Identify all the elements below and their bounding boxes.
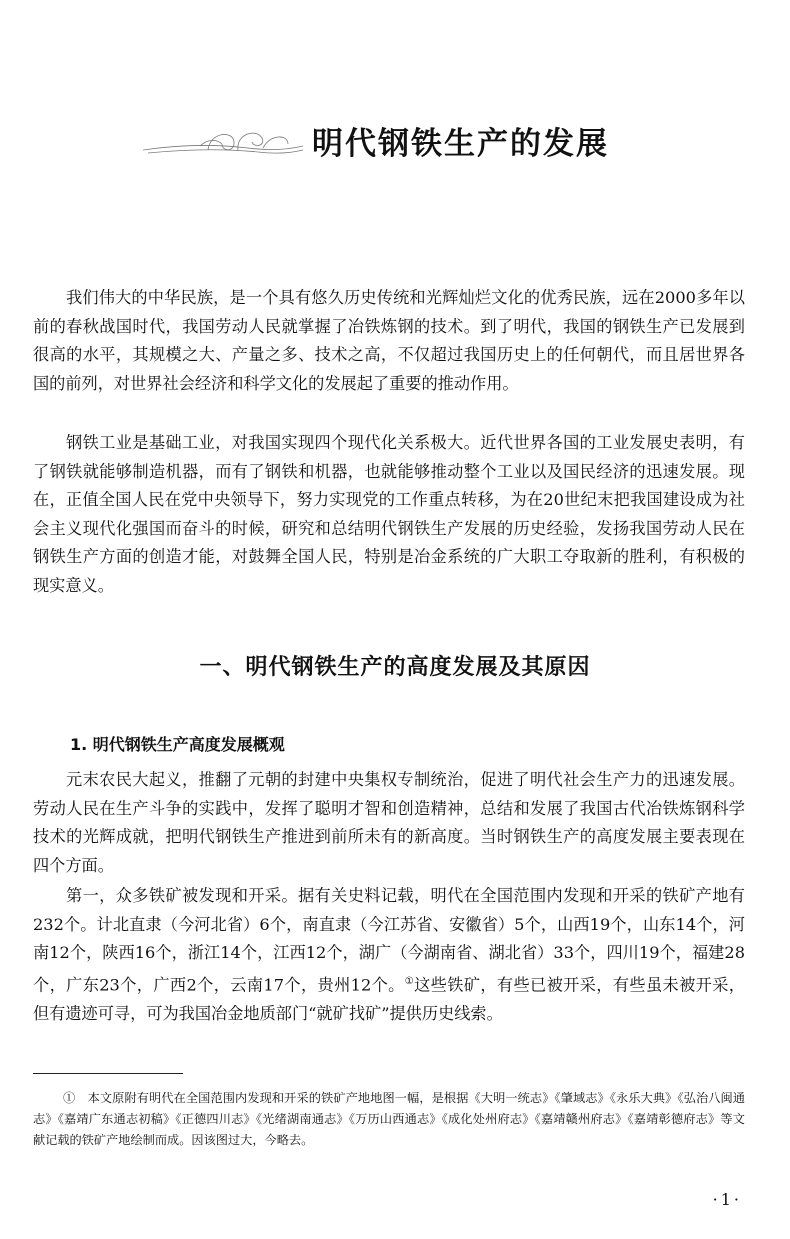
footnote: ① 本文原附有明代在全国范围内发现和开采的铁矿产地地图一幅，是根据《大明一统志》《肇域志》《永乐大典》《弘治八闽通志》《嘉靖广东通志初稿》《正德四川志》《光绪湖南通志》《万历山西通志》《成化处州府志》《嘉靖赣州府志》《嘉靖彰德府志》等文献记载的铁矿产地绘制而成。因该图过大，今略去。 bbox=[33, 1091, 745, 1147]
subsection-heading: 1. 明代钢铁生产高度发展概观 bbox=[70, 735, 285, 754]
footnote-divider bbox=[33, 1073, 183, 1074]
body-paragraph-1: 元末农民大起义，推翻了元朝的封建中央集权专制统治，促进了明代社会生产力的迅速发展。劳动人民在生产斗争的实践中，发挥了聪明才智和创造精神，总结和发展了我国古代冶铁炼钢科学技术的光辉成就，把明代钢铁生产推进到前所未有的新高度。当时钢铁生产的高度发展主要表现在四个方面。 bbox=[33, 770, 745, 875]
page-title: 明代钢铁生产的发展 bbox=[312, 126, 609, 162]
intro-paragraph-2: 钢铁工业是基础工业，对我国实现四个现代化关系极大。近代世界各国的工业发展史表明，有了钢铁就能够制造机器，而有了钢铁和机器，也就能够推动整个工业以及国民经济的迅速发展。现在，正值全国人民在党中央领导下，努力实现党的工作重点转移，为在20世纪末把我国建设成为社会主义现代化强国而奋斗的时候，研究和总结明代钢铁生产发展的历史经验，发扬我国劳动人民在钢铁生产方面的创造才能，对鼓舞全国人民，特别是冶金系统的广大职工夺取新的胜利，有积极的现实意义。 bbox=[33, 433, 745, 595]
title-block bbox=[0, 112, 790, 172]
footnote-marker[interactable]: ① bbox=[404, 975, 415, 987]
title-ornament bbox=[138, 112, 308, 162]
body-paragraph-2: 第一，众多铁矿被发现和开采。据有关史料记载，明代在全国范围内发现和开采的铁矿产地有232个。计北直隶（今河北省）6个，南直隶（今江苏省、安徽省）5个，山西19个，山东14个，河南12个，陕西16个，浙江14个，江西12个，湖广（今湖南省、湖北省）33个，四川19个，福建28个，广东23个，广西2个，云南17个，贵州12个。①这些铁矿，有些已被开采，有些虽未被开采，但有遗迹可寻，可为我国冶金地质部门“就矿找矿”提供历史线索。 bbox=[33, 886, 745, 1023]
section-heading: 一、明代钢铁生产的高度发展及其原因 bbox=[199, 655, 591, 680]
page-number: ·1· bbox=[712, 1190, 742, 1209]
intro-paragraph-1: 我们伟大的中华民族，是一个具有悠久历史传统和光辉灿烂文化的优秀民族，远在2000多年以前的春秋战国时代，我国劳动人民就掌握了冶铁炼钢的技术。到了明代，我国的钢铁生产已发展到很高的水平，其规模之大、产量之多、技术之高，不仅超过我国历史上的任何朝代，而且居世界各国的前列，对世界社会经济和科学文化的发展起了重要的推动作用。 bbox=[33, 288, 745, 393]
